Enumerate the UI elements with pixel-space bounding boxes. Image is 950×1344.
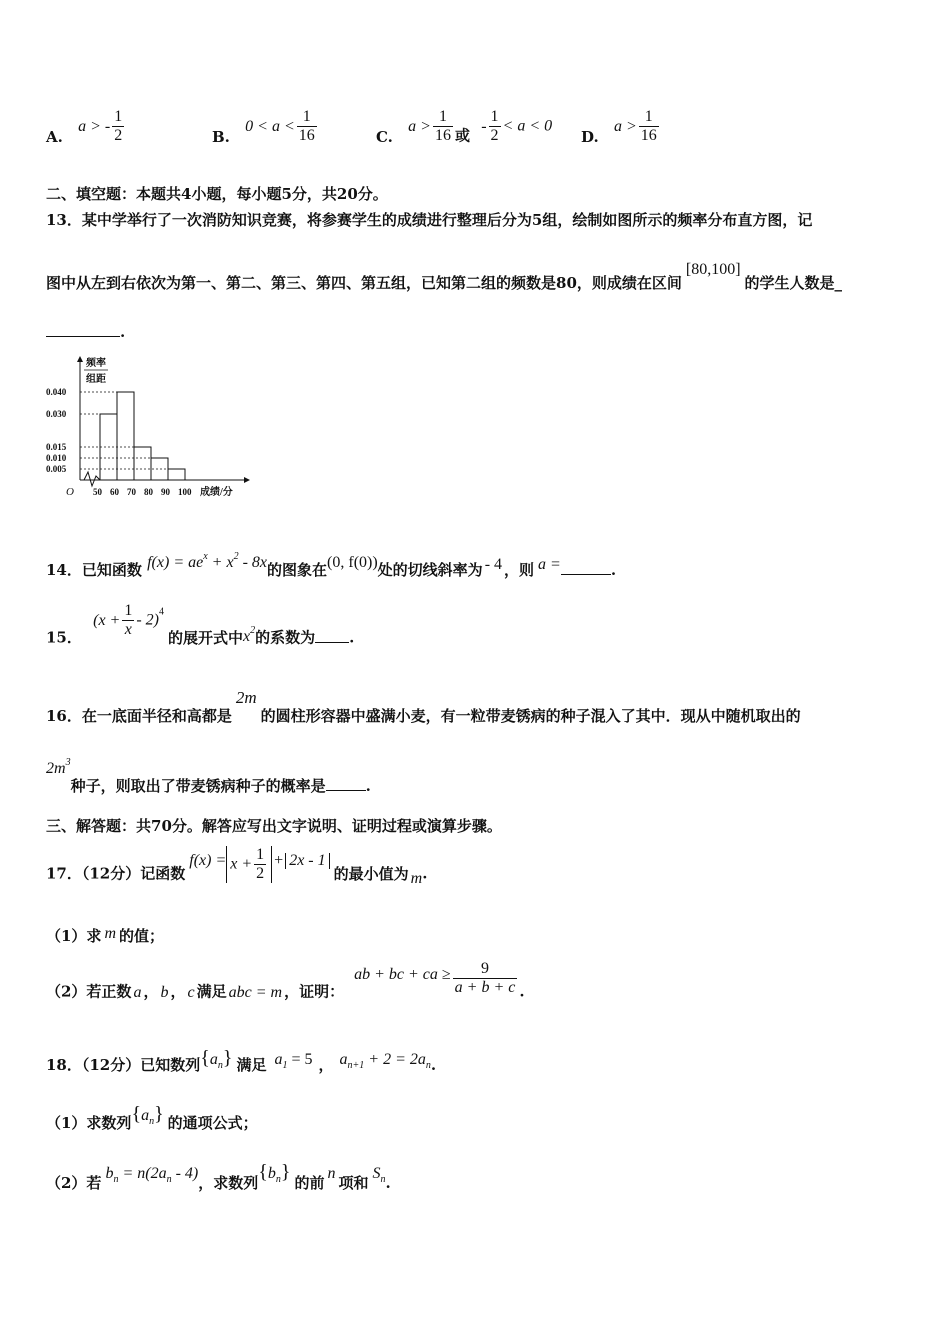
x-tick-label: 80 [144,487,153,497]
x-tick-label: 70 [127,487,136,497]
q18-part2: （2）若$b_n = n(2a_n - 4)$，求数列$\{b_n\}$ 的前n项和$S_n$. [46,1161,391,1192]
section-3-title: 三、解答题：共70分。解答应写出文字说明、证明过程或演算步骤。 [46,817,502,835]
y-axis-arrow [77,356,83,362]
q14: 14．已知函数 $f(x) = ae^x + x^2 - 8x$的图象在(0, f(0))处的切线斜率为 - 4 ，则 a = . [46,551,617,579]
x-axis-label: 成绩/分 [200,487,233,498]
option-a: A. a > - $\frac{1}{2}$ [46,108,123,146]
q13-line1: 13．某中学举行了一次消防知识竞赛，将参赛学生的成绩进行整理后分为5组，绘制如图所示的频率分布直方图，记 [46,211,813,229]
origin-label: O [66,486,74,498]
option-c: C. a > $\frac{1}{16}$ 或 - $\frac{1}{2}$ < a < 0 [376,108,553,146]
section-2-title: 二、填空题：本题共4小题，每小题5分，共20分。 [46,185,388,203]
x-axis-arrow [244,477,250,483]
y-tick-label: 0.030 [46,409,67,419]
y-tick-label: 0.005 [46,464,67,474]
q18: 18．（12分）已知数列$\{a_n\}$ 满足 $a_1 = 5$ ， $a_{n+1} + 2 = 2a_n$. [46,1047,437,1074]
q16-line2: $2m^3$种子，则取出了带麦锈病种子的概率是 . [46,757,371,795]
q13-line3: . [46,324,125,340]
y-label-top: 频率 [86,358,106,369]
y-label-bottom: 组距 [86,374,106,385]
option-d: D. a > $\frac{1}{16}$ [581,108,657,146]
q15: 15． (x + $\frac{1}{x}$ - 2)$^4$的展开式中$x^2$的系数为 . [46,602,355,647]
x-tick-label: 50 [93,487,102,497]
histogram-bar [117,392,134,480]
y-tick-label: 0.040 [46,387,67,397]
histogram-bar [134,447,151,480]
q13-line2: 图中从左到右依次为第一、第二、第三、第四、第五组，已知第二组的频数是80，则成绩在区间[80,100]的学生人数是_ [46,261,843,292]
option-b: B. 0 < a < $\frac{1}{16}$ [212,108,315,146]
y-tick-label: 0.015 [46,442,67,452]
axis-break [84,472,100,486]
x-tick-label: 90 [161,487,170,497]
y-tick-label: 0.010 [46,453,67,463]
q17: 17．（12分）记函数f(x) = x + $\frac{1}{2}$ + 2x - 1的最小值为 m. [46,846,428,887]
q17-part2: （2）若正数 a ， b ， c 满足 abc = m ，证明：ab + bc + ca ≥ $\frac{9}{a + b + c}$ . [46,960,525,1001]
x-tick-label: 60 [110,487,119,497]
histogram-bar [168,469,185,480]
histogram-chart [44,352,284,502]
q18-part1: （1）求数列$\{a_n\}$ 的通项公式； [46,1103,258,1132]
q16-line1: 16．在一底面半径和高都是2m的圆柱形容器中盛满小麦，有一粒带麦锈病的种子混入了其中．现从中随机取出的 [46,688,801,725]
q17-part1: （1）求 m 的值； [46,925,165,945]
x-tick-label: 100 [178,487,192,497]
